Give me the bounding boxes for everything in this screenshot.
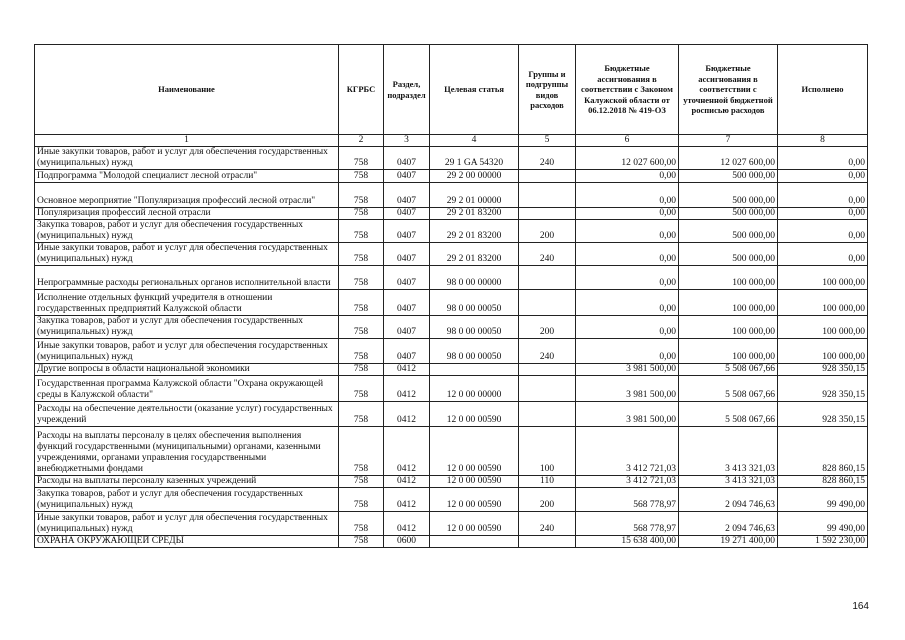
column-number: 4 xyxy=(430,135,519,147)
row-executed-cell: 100 000,00 xyxy=(778,290,868,316)
row-target-cell: 29 2 01 83200 xyxy=(430,208,519,220)
row-name-cell: Расходы на обеспечение деятельности (оказание услуг) государственных учреждений xyxy=(35,402,339,427)
row-group-cell: 240 xyxy=(519,243,576,266)
row-section-cell: 0407 xyxy=(384,220,430,243)
table-row xyxy=(35,339,868,364)
table-row xyxy=(35,536,868,548)
row-name-cell: Иные закупки товаров, работ и услуг для обеспечения государственных (муниципальных) нужд xyxy=(35,147,339,170)
row-executed-cell: 0,00 xyxy=(778,208,868,220)
row-name-cell: Иные закупки товаров, работ и услуг для обеспечения государственных (муниципальных) нужд xyxy=(35,512,339,536)
row-kgrbs-cell: 758 xyxy=(339,364,384,376)
row-group-cell xyxy=(519,402,576,427)
row-target-cell: 98 0 00 00050 xyxy=(430,316,519,339)
row-refined-cell: 500 000,00 xyxy=(679,220,778,243)
row-kgrbs-cell: 758 xyxy=(339,243,384,266)
row-section-cell: 0412 xyxy=(384,488,430,512)
row-executed-cell: 928 350,15 xyxy=(778,364,868,376)
table-row xyxy=(35,208,868,220)
row-name-cell: ОХРАНА ОКРУЖАЮЩЕЙ СРЕДЫ xyxy=(35,536,339,548)
row-name-cell: Подпрограмма "Молодой специалист лесной отрасли" xyxy=(35,170,339,183)
row-target-cell: 12 0 00 00590 xyxy=(430,476,519,488)
row-target-cell: 29 2 01 83200 xyxy=(430,220,519,243)
row-budget-cell: 3 981 500,00 xyxy=(576,364,679,376)
row-section-cell: 0407 xyxy=(384,183,430,208)
row-name-cell: Закупка товаров, работ и услуг для обеспечения государственных (муниципальных) нужд xyxy=(35,220,339,243)
row-executed-cell: 0,00 xyxy=(778,170,868,183)
row-budget-cell: 0,00 xyxy=(576,243,679,266)
row-budget-cell: 0,00 xyxy=(576,316,679,339)
row-group-cell: 240 xyxy=(519,512,576,536)
table-row xyxy=(35,364,868,376)
row-kgrbs-cell: 758 xyxy=(339,220,384,243)
row-budget-cell: 3 981 500,00 xyxy=(576,376,679,402)
row-section-cell: 0412 xyxy=(384,512,430,536)
row-kgrbs-cell: 758 xyxy=(339,376,384,402)
row-refined-cell: 3 413 321,03 xyxy=(679,476,778,488)
header-kgrbs: КГРБС xyxy=(339,45,384,135)
table-row xyxy=(35,427,868,476)
row-budget-cell: 0,00 xyxy=(576,290,679,316)
column-number: 1 xyxy=(35,135,339,147)
row-name-cell: Иные закупки товаров, работ и услуг для обеспечения государственных (муниципальных) нужд xyxy=(35,243,339,266)
row-budget-cell: 15 638 400,00 xyxy=(576,536,679,548)
row-refined-cell: 500 000,00 xyxy=(679,183,778,208)
page-number: 164 xyxy=(852,601,869,612)
table-row xyxy=(35,266,868,290)
table-row xyxy=(35,476,868,488)
row-executed-cell: 100 000,00 xyxy=(778,266,868,290)
row-refined-cell: 3 413 321,03 xyxy=(679,427,778,476)
table-row xyxy=(35,488,868,512)
row-executed-cell: 928 350,15 xyxy=(778,376,868,402)
row-budget-cell: 0,00 xyxy=(576,208,679,220)
row-budget-cell: 0,00 xyxy=(576,170,679,183)
row-kgrbs-cell: 758 xyxy=(339,316,384,339)
row-group-cell xyxy=(519,170,576,183)
row-group-cell xyxy=(519,208,576,220)
row-target-cell: 12 0 00 00590 xyxy=(430,488,519,512)
column-number: 6 xyxy=(576,135,679,147)
row-name-cell: Исполнение отдельных функций учредителя в отношении государственных предприятий Калужской области xyxy=(35,290,339,316)
column-number: 2 xyxy=(339,135,384,147)
row-section-cell: 0407 xyxy=(384,266,430,290)
row-refined-cell: 2 094 746,63 xyxy=(679,512,778,536)
row-budget-cell: 3 412 721,03 xyxy=(576,427,679,476)
row-budget-cell: 12 027 600,00 xyxy=(576,147,679,170)
row-kgrbs-cell: 758 xyxy=(339,170,384,183)
row-section-cell: 0407 xyxy=(384,339,430,364)
row-kgrbs-cell: 758 xyxy=(339,402,384,427)
row-kgrbs-cell: 758 xyxy=(339,208,384,220)
row-section-cell: 0407 xyxy=(384,147,430,170)
table-row xyxy=(35,402,868,427)
header-section: Раздел, подраздел xyxy=(384,45,430,135)
row-section-cell: 0600 xyxy=(384,536,430,548)
row-group-cell: 240 xyxy=(519,147,576,170)
row-refined-cell: 500 000,00 xyxy=(679,208,778,220)
table-row xyxy=(35,376,868,402)
row-budget-cell: 0,00 xyxy=(576,266,679,290)
table-row xyxy=(35,316,868,339)
row-budget-cell: 3 412 721,03 xyxy=(576,476,679,488)
row-executed-cell: 99 490,00 xyxy=(778,512,868,536)
row-section-cell: 0412 xyxy=(384,476,430,488)
row-name-cell: Закупка товаров, работ и услуг для обеспечения государственных (муниципальных) нужд xyxy=(35,488,339,512)
row-executed-cell: 100 000,00 xyxy=(778,316,868,339)
row-name-cell: Иные закупки товаров, работ и услуг для обеспечения государственных (муниципальных) нужд xyxy=(35,339,339,364)
row-executed-cell: 828 860,15 xyxy=(778,427,868,476)
row-name-cell: Другие вопросы в области национальной экономики xyxy=(35,364,339,376)
row-target-cell: 12 0 00 00590 xyxy=(430,427,519,476)
row-group-cell: 200 xyxy=(519,220,576,243)
row-name-cell: Непрограммные расходы региональных органов исполнительной власти xyxy=(35,266,339,290)
row-executed-cell: 99 490,00 xyxy=(778,488,868,512)
row-refined-cell: 2 094 746,63 xyxy=(679,488,778,512)
row-group-cell xyxy=(519,536,576,548)
table-row xyxy=(35,243,868,266)
row-name-cell: Закупка товаров, работ и услуг для обеспечения государственных (муниципальных) нужд xyxy=(35,316,339,339)
row-kgrbs-cell: 758 xyxy=(339,427,384,476)
row-executed-cell: 0,00 xyxy=(778,220,868,243)
row-refined-cell: 500 000,00 xyxy=(679,243,778,266)
row-budget-cell: 0,00 xyxy=(576,220,679,243)
row-target-cell: 98 0 00 00050 xyxy=(430,290,519,316)
column-number: 8 xyxy=(778,135,868,147)
row-name-cell: Расходы на выплаты персоналу казенных учреждений xyxy=(35,476,339,488)
row-executed-cell: 1 592 230,00 xyxy=(778,536,868,548)
row-budget-cell: 0,00 xyxy=(576,183,679,208)
column-number: 3 xyxy=(384,135,430,147)
row-group-cell: 200 xyxy=(519,488,576,512)
row-target-cell: 29 2 01 83200 xyxy=(430,243,519,266)
row-name-cell: Государственная программа Калужской области "Охрана окружающей среды в Калужской области" xyxy=(35,376,339,402)
row-group-cell xyxy=(519,266,576,290)
row-executed-cell: 0,00 xyxy=(778,147,868,170)
budget-table xyxy=(34,44,868,548)
row-kgrbs-cell: 758 xyxy=(339,290,384,316)
row-section-cell: 0407 xyxy=(384,170,430,183)
row-kgrbs-cell: 758 xyxy=(339,512,384,536)
row-target-cell: 98 0 00 00000 xyxy=(430,266,519,290)
header-group: Группы и подгруппы видов расходов xyxy=(519,45,576,135)
row-name-cell: Популяризация профессий лесной отрасли xyxy=(35,208,339,220)
row-refined-cell: 100 000,00 xyxy=(679,290,778,316)
row-group-cell xyxy=(519,183,576,208)
row-target-cell: 29 2 01 00000 xyxy=(430,183,519,208)
row-executed-cell: 828 860,15 xyxy=(778,476,868,488)
table-row xyxy=(35,290,868,316)
header-executed: Исполнено xyxy=(778,45,868,135)
row-refined-cell: 5 508 067,66 xyxy=(679,364,778,376)
row-refined-cell: 19 271 400,00 xyxy=(679,536,778,548)
header-budget: Бюджетные ассигнования в соответствии с Законом Калужской области от 06.12.2018 № 419-ОЗ xyxy=(576,45,679,135)
row-target-cell: 12 0 00 00590 xyxy=(430,402,519,427)
row-target-cell: 29 1 GA 54320 xyxy=(430,147,519,170)
row-kgrbs-cell: 758 xyxy=(339,536,384,548)
row-refined-cell: 5 508 067,66 xyxy=(679,402,778,427)
header-row xyxy=(35,45,868,135)
row-group-cell: 240 xyxy=(519,339,576,364)
header-refined: Бюджетные ассигнования в соответствии с уточненной бюджетной росписью расходов xyxy=(679,45,778,135)
column-number: 7 xyxy=(679,135,778,147)
row-refined-cell: 500 000,00 xyxy=(679,170,778,183)
row-target-cell: 12 0 00 00590 xyxy=(430,512,519,536)
row-refined-cell: 100 000,00 xyxy=(679,266,778,290)
row-budget-cell: 568 778,97 xyxy=(576,512,679,536)
table-row xyxy=(35,183,868,208)
row-group-cell: 100 xyxy=(519,427,576,476)
row-section-cell: 0407 xyxy=(384,208,430,220)
row-group-cell xyxy=(519,290,576,316)
row-target-cell: 98 0 00 00050 xyxy=(430,339,519,364)
row-refined-cell: 5 508 067,66 xyxy=(679,376,778,402)
row-group-cell xyxy=(519,376,576,402)
column-number: 5 xyxy=(519,135,576,147)
row-section-cell: 0412 xyxy=(384,402,430,427)
row-executed-cell: 928 350,15 xyxy=(778,402,868,427)
row-refined-cell: 100 000,00 xyxy=(679,316,778,339)
row-section-cell: 0407 xyxy=(384,290,430,316)
row-target-cell xyxy=(430,536,519,548)
row-target-cell: 12 0 00 00000 xyxy=(430,376,519,402)
row-kgrbs-cell: 758 xyxy=(339,147,384,170)
row-section-cell: 0412 xyxy=(384,376,430,402)
table-row xyxy=(35,147,868,170)
table-row xyxy=(35,512,868,536)
row-section-cell: 0407 xyxy=(384,316,430,339)
table-row xyxy=(35,220,868,243)
row-section-cell: 0412 xyxy=(384,364,430,376)
row-refined-cell: 100 000,00 xyxy=(679,339,778,364)
row-budget-cell: 568 778,97 xyxy=(576,488,679,512)
row-target-cell: 29 2 00 00000 xyxy=(430,170,519,183)
header-name: Наименование xyxy=(35,45,339,135)
row-budget-cell: 3 981 500,00 xyxy=(576,402,679,427)
column-number-row xyxy=(35,135,868,147)
row-executed-cell: 0,00 xyxy=(778,243,868,266)
row-refined-cell: 12 027 600,00 xyxy=(679,147,778,170)
row-kgrbs-cell: 758 xyxy=(339,183,384,208)
row-kgrbs-cell: 758 xyxy=(339,266,384,290)
row-kgrbs-cell: 758 xyxy=(339,488,384,512)
row-group-cell: 200 xyxy=(519,316,576,339)
row-group-cell xyxy=(519,364,576,376)
row-name-cell: Основное мероприятие "Популяризация профессий лесной отрасли" xyxy=(35,183,339,208)
row-executed-cell: 0,00 xyxy=(778,183,868,208)
row-budget-cell: 0,00 xyxy=(576,339,679,364)
row-group-cell: 110 xyxy=(519,476,576,488)
row-kgrbs-cell: 758 xyxy=(339,339,384,364)
row-target-cell xyxy=(430,364,519,376)
row-name-cell: Расходы на выплаты персоналу в целях обеспечения выполнения функций государственными (муниципальными) органами, казенными учреждениями, органами управления государственными внебюджетными фондами xyxy=(35,427,339,476)
row-section-cell: 0412 xyxy=(384,427,430,476)
table-row xyxy=(35,170,868,183)
header-target: Целевая статья xyxy=(430,45,519,135)
row-section-cell: 0407 xyxy=(384,243,430,266)
row-kgrbs-cell: 758 xyxy=(339,476,384,488)
row-executed-cell: 100 000,00 xyxy=(778,339,868,364)
